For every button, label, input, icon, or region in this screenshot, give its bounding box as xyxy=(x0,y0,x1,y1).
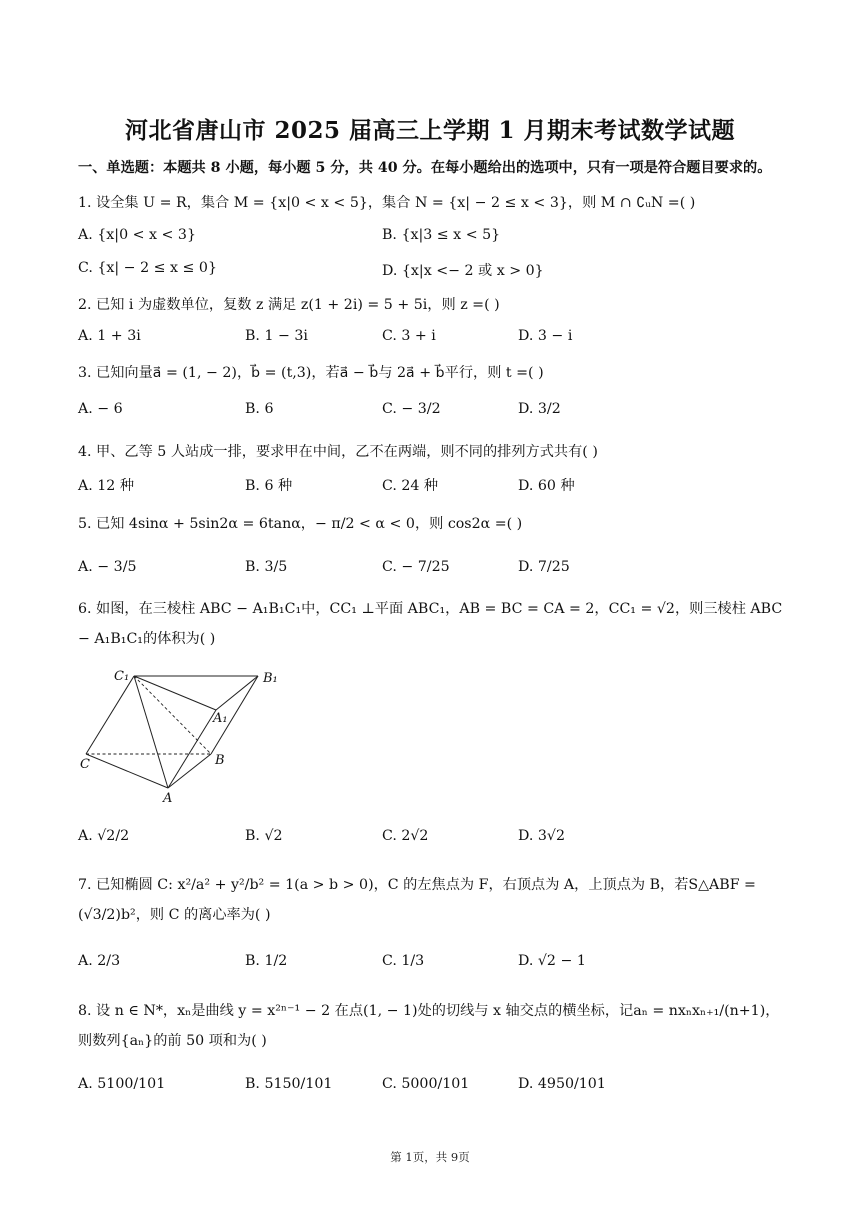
triangular-prism-diagram xyxy=(76,664,291,804)
question-5-stem: 5. 已知 4sinα + 5sin2α = 6tanα，− π/2 < α < 0，则 cos2α =( ) xyxy=(78,516,523,532)
question-3-option-d: D. 3/2 xyxy=(518,401,561,417)
question-7-stem: 7. 已知椭圆 C: x²/a² + y²/b² = 1(a > b > 0)，C 的左焦点为 F，右顶点为 A，上顶点为 B，若S△ABF = (√3/2)b²，则 C 的离心率为( ) xyxy=(78,877,756,923)
question-5-option-d: D. 7/25 xyxy=(518,559,570,575)
question-5-option-b: B. 3/5 xyxy=(245,559,288,575)
question-5-option-a: A. − 3/5 xyxy=(78,559,137,575)
question-6-option-b: B. √2 xyxy=(245,828,283,844)
question-3-stem: 3. 已知向量a⃗ = (1, − 2)，b⃗ = (t,3)，若a⃗ − b⃗与 2a⃗ + b⃗平行，则 t =( ) xyxy=(78,365,544,381)
question-4-option-d: D. 60 种 xyxy=(518,478,575,494)
question-4-stem: 4. 甲、乙等 5 人站成一排，要求甲在中间，乙不在两端，则不同的排列方式共有( ) xyxy=(78,444,598,460)
question-3-option-a: A. − 6 xyxy=(78,401,123,417)
section-heading: 一、单选题：本题共 8 小题，每小题 5 分，共 40 分。在每小题给出的选项中，只有一项是符合题目要求的。 xyxy=(78,160,772,176)
question-8-option-a: A. 5100/101 xyxy=(78,1076,166,1092)
question-8-option-d: D. 4950/101 xyxy=(518,1076,606,1092)
question-4-option-a: A. 12 种 xyxy=(78,478,135,494)
question-1-option-a: A. {x|0 < x < 3} xyxy=(78,227,196,243)
question-1-option-c: C. {x| − 2 ≤ x ≤ 0} xyxy=(78,260,217,276)
question-1-stem: 1. 设全集 U = R，集合 M = {x|0 < x < 5}，集合 N = {x| − 2 ≤ x < 3}，则 M ∩ ∁ᵤN =( ) xyxy=(78,195,696,211)
question-4-option-b: B. 6 种 xyxy=(245,478,293,494)
question-2-option-d: D. 3 − i xyxy=(518,328,573,344)
question-7-option-d: D. √2 − 1 xyxy=(518,953,586,969)
vertex-label-c: C xyxy=(80,757,90,772)
question-1-option-d: D. {x|x <− 2 或 x > 0} xyxy=(382,263,544,279)
question-8-stem: 8. 设 n ∈ N*，xₙ是曲线 y = x²ⁿ⁻¹ − 2 在点(1, − 1)处的切线与 x 轴交点的横坐标，记aₙ = nxₙxₙ₊₁/(n+1)，则数列{aₙ}的前 50 项和为( ) xyxy=(78,1003,780,1049)
question-6-option-c: C. 2√2 xyxy=(382,828,429,844)
question-2-option-b: B. 1 − 3i xyxy=(245,328,308,344)
page-title: 河北省唐山市 2025 届高三上学期 1 月期末考试数学试题 xyxy=(124,117,736,144)
question-2-option-a: A. 1 + 3i xyxy=(78,328,141,344)
vertex-label-b1: B₁ xyxy=(263,671,278,686)
question-7-option-a: A. 2/3 xyxy=(78,953,121,969)
question-7-option-b: B. 1/2 xyxy=(245,953,288,969)
question-1-option-b: B. {x|3 ≤ x < 5} xyxy=(382,227,501,243)
vertex-label-a1: A₁ xyxy=(213,711,228,726)
question-8-option-b: B. 5150/101 xyxy=(245,1076,333,1092)
prism-figure xyxy=(76,664,291,804)
question-7-option-c: C. 1/3 xyxy=(382,953,425,969)
question-2-option-c: C. 3 + i xyxy=(382,328,436,344)
question-3-option-b: B. 6 xyxy=(245,401,274,417)
vertex-label-a: A xyxy=(163,791,173,804)
question-5-option-c: C. − 7/25 xyxy=(382,559,450,575)
question-3-option-c: C. − 3/2 xyxy=(382,401,441,417)
question-6-stem: 6. 如图，在三棱柱 ABC − A₁B₁C₁中，CC₁ ⊥平面 ABC₁，AB = BC = CA = 2，CC₁ = √2，则三棱柱 ABC − A₁B₁C₁的体积为( ) xyxy=(78,601,783,647)
question-2-stem: 2. 已知 i 为虚数单位，复数 z 满足 z(1 + 2i) = 5 + 5i，则 z =( ) xyxy=(78,297,500,313)
page-footer: 第 1页，共 9页 xyxy=(390,1150,470,1164)
vertex-label-c1: C₁ xyxy=(114,669,130,684)
question-6-option-d: D. 3√2 xyxy=(518,828,565,844)
question-8-option-c: C. 5000/101 xyxy=(382,1076,470,1092)
vertex-label-b: B xyxy=(215,753,225,768)
question-6-option-a: A. √2/2 xyxy=(78,828,130,844)
question-4-option-c: C. 24 种 xyxy=(382,478,439,494)
